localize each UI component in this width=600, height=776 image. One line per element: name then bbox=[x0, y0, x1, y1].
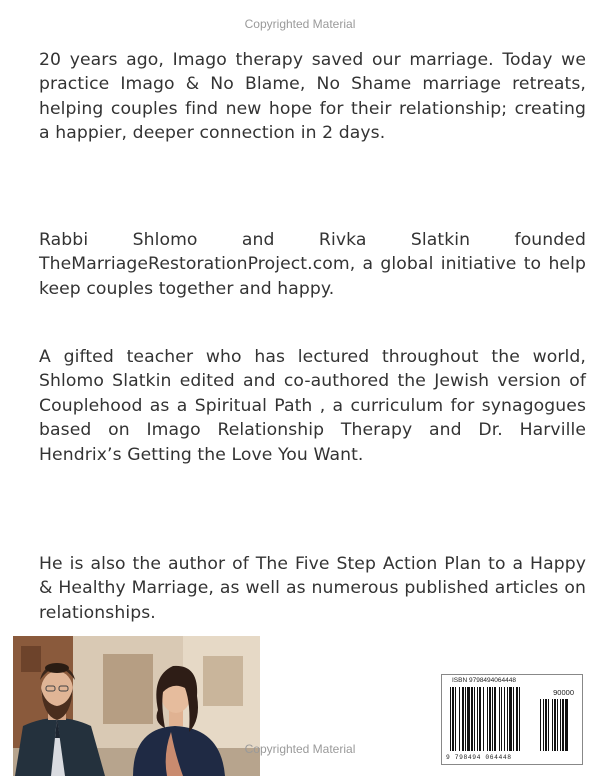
isbn-label: ISBN 9798494064448 bbox=[452, 677, 516, 684]
barcode-digits: 9 798494 064448 bbox=[446, 754, 512, 761]
author-works-paragraph: He is also the author of The Five Step Action Plan to a Happy & Healthy Marriage, as well as numerous published articles on relationships. bbox=[39, 554, 586, 623]
price-code: 90000 bbox=[553, 688, 574, 697]
copyright-watermark-top: Copyrighted Material bbox=[244, 17, 356, 31]
teacher-bio-paragraph: A gifted teacher who has lectured throughout the world, Shlomo Slatkin edited and co-authored the Jewish version of Couplehood as a Spiritual Path , a curriculum for synagogues based on Imago Relationship Therapy and Dr. Harville Hendrix’s Getting the Love You Want. bbox=[39, 347, 586, 465]
founders-paragraph: Rabbi Shlomo and Rivka Slatkin founded TheMarriageRestorationProject.com, a global initiative to help keep couples together and happy. bbox=[39, 230, 586, 299]
intro-paragraph: 20 years ago, Imago therapy saved our marriage. Today we practice Imago & No Blame, No Shame marriage retreats, helping couples find new hope for their relationship; creating a happier, deeper connection in 2 days. bbox=[39, 50, 586, 144]
copyright-watermark-bottom: Copyrighted Material bbox=[244, 742, 356, 756]
